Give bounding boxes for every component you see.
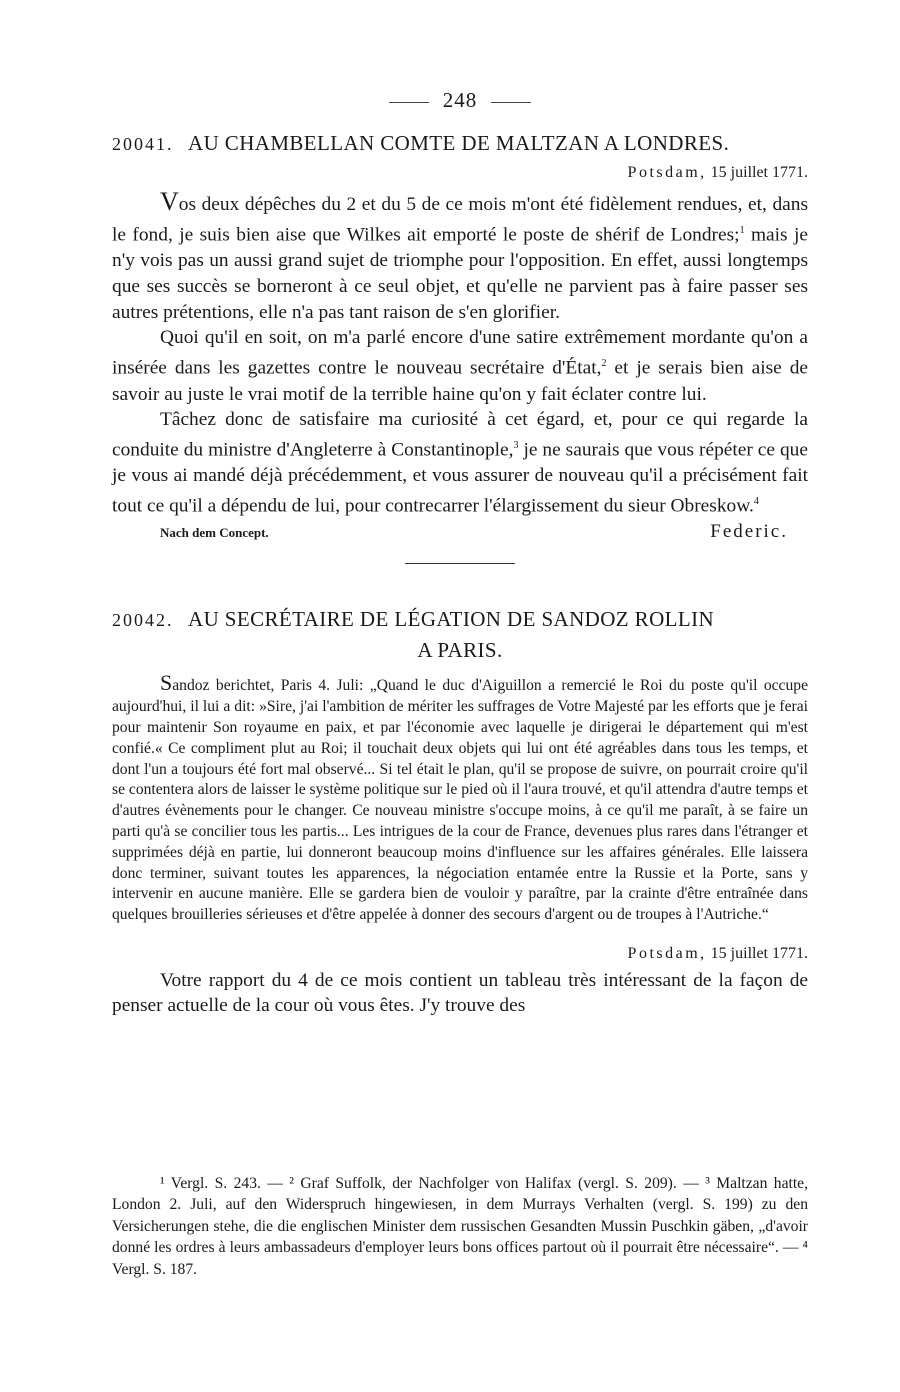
letter1-placedate xyxy=(112,161,808,185)
letter1-date: 15 juillet 1771. xyxy=(710,164,808,181)
letter1-title: AU CHAMBELLAN COMTE DE MALTZAN A LONDRES. xyxy=(188,131,730,155)
dash-left xyxy=(389,102,429,103)
letter1-heading xyxy=(112,128,808,159)
letter1-paragraph-2 xyxy=(112,325,808,407)
footnote-ref-3: 3 xyxy=(513,440,519,452)
section-divider xyxy=(405,563,515,564)
letter1-paragraph-3 xyxy=(112,407,808,519)
footnote-ref-1: 1 xyxy=(739,224,745,236)
letter1-dropcap: V xyxy=(160,187,179,216)
page xyxy=(112,84,808,1278)
letter1-signature: Federic. xyxy=(710,521,788,543)
letter1-paragraph-1 xyxy=(112,189,808,325)
dash-right xyxy=(491,102,531,103)
letter2-heading xyxy=(112,604,808,665)
letter2-summary-text: andoz berichtet, Paris 4. Juli: „Quand le duc d'Aiguillon a remercié le Roi du poste qu'il occupe aujourd'hui, il lui a dit: »Sire, j'ai l'ambition de mériter les suffrages de Votre Majesté par les efforts que je ferai pour maintenir Son royaume en paix, et par l'économie avec laquelle je dirigerai le département qui m'est confié.« Ce compliment plut au Roi; il touchait deux objets qui lui ont été agréables dans tous les temps, et dont l'un a toujours été fort mal observé... Si tel était le plan, qu'il se propose de suivre, on pourrait croire qu'il se contentera alors de laisser le système politique sur le pied où il l'aura trouvé, et qu'il attendra d'autre temps et d'autres évènements pour le changer. Ce nouveau ministre s'occupe moins, à ce qu'il me paraît, à se faire un parti qu'à se concilier tous les partis... Les intrigues de la cour de France, devenues plus rares dans l'étranger et supprimées déjà en partie, lui donneront beaucoup moins d'influence sur les affaires générales. Elle laissera donc terminer, suivant toutes les apparences, la négociation entamée entre la Russie et la Porte, sans y intervenir en aucune manière. Elle se gardera bien de vouloir y paraître, par la crainte d'être entraînée dans quelques brouilleries sérieuses et d'être appelée à donner des secours d'argent ou de troupes à l'Autriche.“ xyxy=(112,677,808,924)
letter1-p1b-text: mais je n'y vois pas un aussi grand sujet de triomphe pour l'opposition. En effet, aussi longtemps que ses succès se borneront à ce seul objet, et qu'elle ne parvient pas à faire passer ses autres prétentions, elle n'a pas tant raison de s'en glorifier. xyxy=(112,224,808,323)
letter1-source: Nach dem Concept. xyxy=(160,525,269,541)
letter2-dropcap: S xyxy=(160,670,173,696)
page-number: 248 xyxy=(442,88,478,112)
footnote-ref-2: 2 xyxy=(601,358,607,370)
footnote-ref-4: 4 xyxy=(753,496,759,508)
letter2-summary xyxy=(112,670,808,926)
letter2-title-cont: A PARIS. xyxy=(417,638,503,663)
letter2-body: Votre rapport du 4 de ce mois contient un tableau très intéressant de la façon de penser actuelle de la cour où vous êtes. J'y trouve des xyxy=(112,969,808,1017)
letter2-number: 20042. xyxy=(112,610,174,631)
letter1-p3b-text: je ne saurais que vous répéter ce que je vous ai mandé déjà précédemment, et vous assurer de nouveau qu'il a précisément fait tout ce qu'il a dépendu de lui, pour contrecarrer l'élargissement du sieur Obreskow. xyxy=(112,439,808,517)
letter1-p2-text: Quoi qu'il en soit, on m'a parlé encore d'une satire extrêmement mordante qu'on a insérée dans les gazettes contre le nouveau secrétaire d'État, xyxy=(112,327,808,379)
letter1-number: 20041. xyxy=(112,134,174,154)
letter1-p1-text: os deux dépêches du 2 et du 5 de ce mois m'ont été fidèlement rendues, et, dans le fond, je suis bien aise que Wilkes ait emporté le poste de shérif de Londres; xyxy=(112,194,808,246)
footnotes: ¹ Vergl. S. 243. — ² Graf Suffolk, der Nachfolger von Halifax (vergl. S. 209). — ³ Maltzan hatte, London 2. Juli, auf den Widerspruch hingewiesen, in dem Murrays Verhalten (vergl. S. 199) zu den Versicherungen stehe, die die englischen Minister dem russischen Gesandten Mussin Puschkin gäben, „d'avoir donné les ordres à leurs ambassadeurs d'employer leurs bons offices partout où il pourrait être nécessaire“. — ⁴ Vergl. S. 187. xyxy=(112,1174,808,1278)
letter1-p2b-text: et je serais bien aise de savoir au juste le vrai motif de la terrible haine qu'on y fait éclater contre lui. xyxy=(112,357,808,405)
letter1-place: Potsdam, xyxy=(627,164,707,181)
letter1-p3-text: Tâchez donc de satisfaire ma curiosité à cet égard, et, pour ce qui regarde la conduite du ministre d'Angleterre à Constantinople, xyxy=(112,409,808,461)
letter2-date: 15 juillet 1771. xyxy=(710,944,808,962)
letter2-title: AU SECRÉTAIRE DE LÉGATION DE SANDOZ ROLLIN xyxy=(188,607,715,632)
letter2-placedate xyxy=(112,942,808,966)
page-number-row xyxy=(112,84,808,116)
letter1-signature-row xyxy=(160,521,808,543)
letter2-place: Potsdam, xyxy=(627,944,707,962)
